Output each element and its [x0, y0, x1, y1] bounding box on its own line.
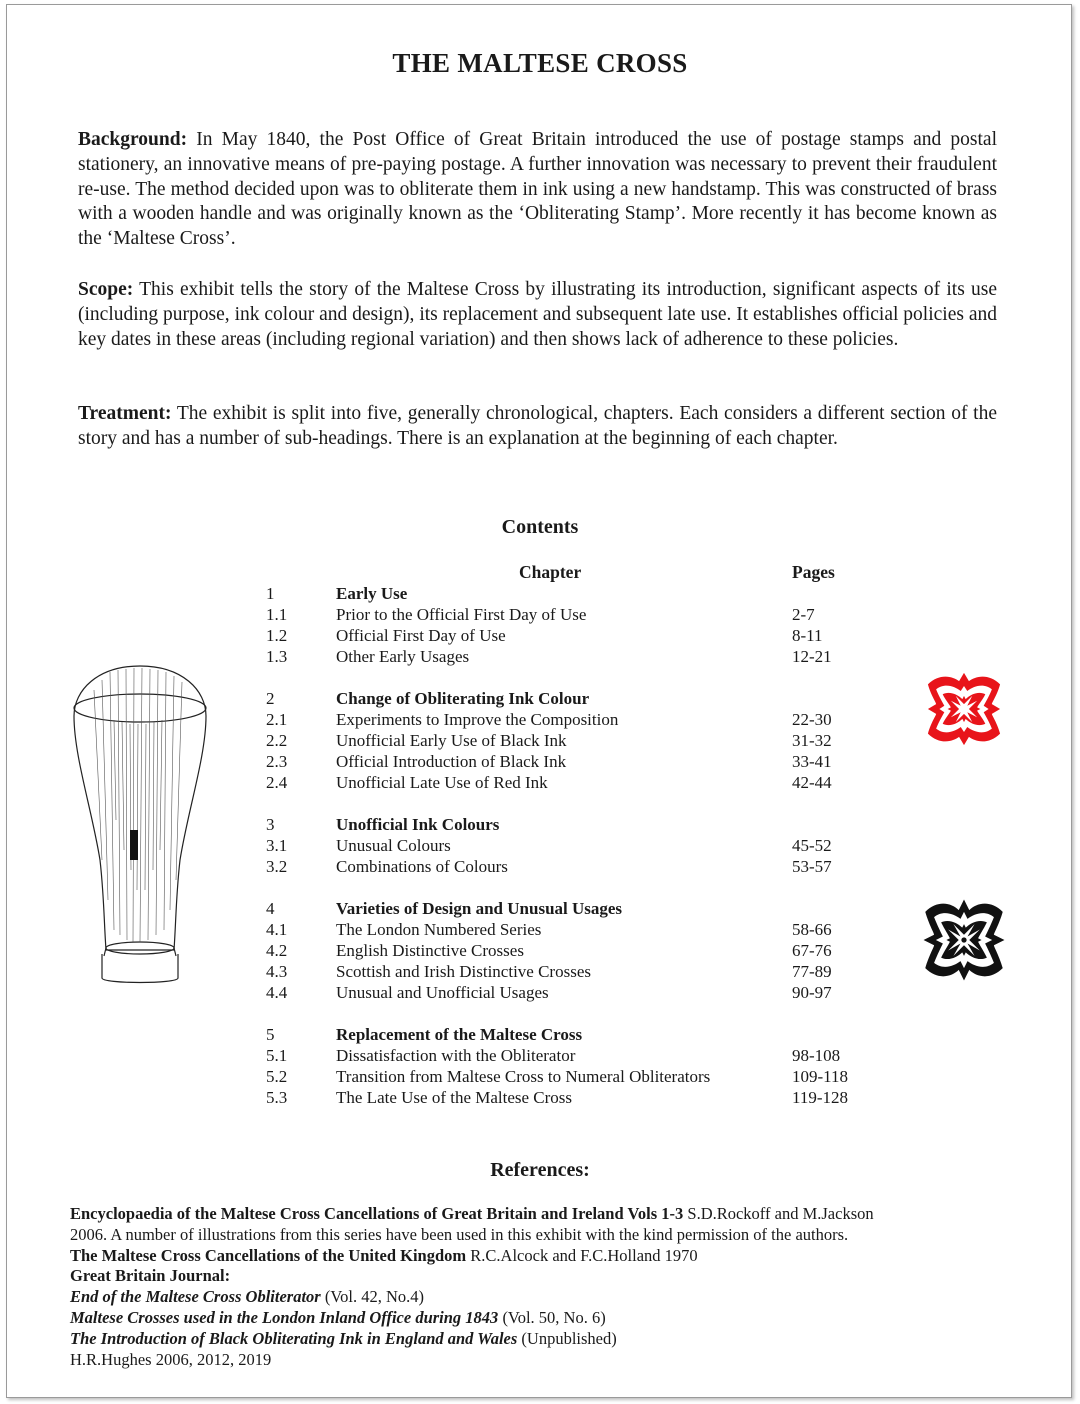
toc-section-pages: 109-118	[792, 1067, 849, 1086]
handstamp-illustration	[70, 660, 210, 990]
toc-section-pages: 8-11	[792, 626, 823, 645]
toc-section-row	[266, 982, 886, 1003]
treatment-paragraph	[78, 402, 997, 452]
article-3-vol: (Unpublished)	[517, 1328, 617, 1348]
toc-section-row	[266, 1087, 886, 1108]
toc-chapter-number: 2	[266, 689, 275, 708]
toc-section-row	[266, 604, 886, 625]
background-text: In May 1840, the Post Office of Great Britain introduced the use of postage stamps and postal stationery, an innovative means of pre-paying postage. A further innovation was necessary to prevent their fraudulent re-use. The method decided upon was to obliterate them in ink using a new handstamp. This was constructed of brass with a wooden handle and was originally known as the ‘Obliterating Stamp’. More recently it has become known as the ‘Maltese Cross’.	[78, 129, 997, 250]
black-maltese-cross-icon	[918, 896, 1010, 984]
toc-chapter-pages	[792, 583, 882, 604]
toc-chapter-title: Replacement of the Maltese Cross	[336, 1025, 583, 1044]
toc-section-pages: 53-57	[792, 857, 832, 876]
reference-1-note: 2006. A number of illustrations from this series have been used in this exhibit with the kind permission of the authors.	[70, 1224, 849, 1244]
toc-section-pages: 119-128	[792, 1088, 849, 1107]
toc-section-number: 1.2	[266, 626, 288, 645]
treatment-text: The exhibit is split into five, generally chronological, chapters. Each considers a different section of the story and has a number of sub-headings. There is an explanation at the beginning of each chapter.	[78, 403, 997, 449]
toc-chapter-row	[266, 814, 886, 835]
reference-3-title: Great Britain Journal:	[70, 1266, 231, 1286]
toc-section-number: 4.1	[266, 920, 288, 939]
article-2-vol: (Vol. 50, No. 6)	[498, 1307, 606, 1327]
toc-chapter-row	[266, 583, 886, 604]
toc-section-title: Official First Day of Use	[336, 626, 506, 645]
toc-chapter-number: 3	[266, 815, 275, 834]
pages-column-header: Pages	[792, 562, 835, 582]
toc-section-title: Experiments to Improve the Composition	[336, 710, 619, 729]
reference-2	[70, 1246, 1000, 1267]
references-list	[70, 1204, 1000, 1370]
treatment-label: Treatment:	[78, 403, 172, 424]
toc-section-row	[266, 961, 886, 982]
toc-section-number: 1.1	[266, 605, 288, 624]
toc-section-pages: 12-21	[792, 647, 832, 666]
toc-section-row	[266, 646, 886, 667]
toc-chapter-pages	[792, 1024, 882, 1045]
toc-section-title: Unusual Colours	[336, 836, 451, 855]
toc-section-title: Scottish and Irish Distinctive Crosses	[336, 962, 591, 981]
toc-section-title: Unusual and Unofficial Usages	[336, 983, 549, 1002]
toc-section-pages: 58-66	[792, 920, 832, 939]
toc-spacer	[266, 877, 886, 898]
toc-section-row	[266, 919, 886, 940]
toc-section-row	[266, 1066, 886, 1087]
toc-spacer	[266, 1003, 886, 1024]
toc-section-number: 3.2	[266, 857, 288, 876]
article-3	[70, 1329, 1000, 1350]
toc-section-pages: 45-52	[792, 836, 832, 855]
reference-3	[70, 1266, 1000, 1287]
toc-section-number: 2.2	[266, 731, 288, 750]
background-paragraph	[78, 128, 997, 252]
references-title: References:	[490, 1159, 590, 1181]
page-title: THE MALTESE CROSS	[392, 48, 688, 78]
chapter-column-header: Chapter	[519, 562, 582, 582]
toc-section-pages: 22-30	[792, 710, 832, 729]
toc-section-title: English Distinctive Crosses	[336, 941, 524, 960]
toc-section-number: 2.4	[266, 773, 288, 792]
article-2	[70, 1308, 1000, 1329]
article-1-vol: (Vol. 42, No.4)	[320, 1287, 425, 1307]
toc-section-row	[266, 856, 886, 877]
toc-chapter-title: Change of Obliterating Ink Colour	[336, 689, 590, 708]
article-3-title: The Introduction of Black Obliterating Ink in England and Wales	[70, 1328, 518, 1348]
toc-section-pages: 98-108	[792, 1046, 841, 1065]
toc-section-pages: 67-76	[792, 941, 832, 960]
toc-chapter-pages	[792, 814, 882, 835]
reference-1-title: Encyclopaedia of the Maltese Cross Cancellations of Great Britain and Ireland Vols 1-3	[70, 1204, 684, 1223]
article-1-title: End of the Maltese Cross Obliterator	[70, 1287, 321, 1307]
toc-section-title: Transition from Maltese Cross to Numeral Obliterators	[336, 1067, 711, 1086]
contents-title: Contents	[501, 516, 579, 538]
toc-section-title: The London Numbered Series	[336, 920, 542, 939]
toc-section-row	[266, 835, 886, 856]
toc-section-number: 4.4	[266, 983, 288, 1002]
toc-chapter-title: Varieties of Design and Unusual Usages	[336, 899, 623, 918]
toc-chapter-row	[266, 898, 886, 919]
toc-section-title: Dissatisfaction with the Obliterator	[336, 1046, 576, 1065]
toc-section-title: Unofficial Late Use of Red Ink	[336, 773, 548, 792]
toc-section-number: 4.2	[266, 941, 288, 960]
toc-chapter-number: 4	[266, 899, 275, 918]
toc-section-pages: 42-44	[792, 773, 832, 792]
toc-section-pages: 77-89	[792, 962, 832, 981]
toc-spacer	[266, 793, 886, 814]
toc-section-row	[266, 625, 886, 646]
toc-section-row	[266, 772, 886, 793]
toc-section-row	[266, 730, 886, 751]
toc-section-row	[266, 1045, 886, 1066]
article-2-title: Maltese Crosses used in the London Inland Office during 1843	[70, 1307, 499, 1327]
toc-chapter-title: Early Use	[336, 584, 408, 603]
toc-section-pages: 33-41	[792, 752, 832, 771]
toc-section-title: Other Early Usages	[336, 647, 470, 666]
toc-chapter-title: Unofficial Ink Colours	[336, 815, 500, 834]
author-line: H.R.Hughes 2006, 2012, 2019	[70, 1349, 272, 1369]
background-label: Background:	[78, 129, 188, 150]
toc-chapter-row	[266, 688, 886, 709]
scope-label: Scope:	[78, 279, 134, 300]
toc-section-title: Official Introduction of Black Ink	[336, 752, 567, 771]
toc-chapter-row	[266, 1024, 886, 1045]
toc-section-number: 3.1	[266, 836, 288, 855]
toc-section-row	[266, 709, 886, 730]
reference-1-authors: S.D.Rockoff and M.Jackson	[683, 1204, 874, 1223]
red-maltese-cross-icon	[918, 668, 1010, 750]
toc-chapter-number: 5	[266, 1025, 275, 1044]
reference-1	[70, 1204, 1000, 1225]
article-1	[70, 1287, 1000, 1308]
toc-section-title: The Late Use of the Maltese Cross	[336, 1088, 573, 1107]
toc-spacer	[266, 667, 886, 688]
toc-section-number: 4.3	[266, 962, 288, 981]
toc-section-number: 1.3	[266, 647, 288, 666]
toc-section-number: 5.2	[266, 1067, 288, 1086]
toc-chapter-number: 1	[266, 584, 275, 603]
toc-section-row	[266, 940, 886, 961]
toc-section-title: Unofficial Early Use of Black Ink	[336, 731, 567, 750]
scope-paragraph	[78, 278, 997, 352]
toc-section-number: 5.3	[266, 1088, 288, 1107]
toc-section-number: 5.1	[266, 1046, 288, 1065]
toc-section-number: 2.3	[266, 752, 288, 771]
reference-2-title: The Maltese Cross Cancellations of the United Kingdom	[70, 1245, 467, 1265]
toc-section-row	[266, 751, 886, 772]
scope-text: This exhibit tells the story of the Maltese Cross by illustrating its introduction, significant aspects of its use (including purpose, ink colour and design), its replacement and subsequent late use. It establishes official policies and key dates in these areas (including regional variation) and then shows lack of adherence to these policies.	[78, 279, 997, 350]
toc-section-title: Prior to the Official First Day of Use	[336, 605, 587, 624]
reference-2-authors: R.C.Alcock and F.C.Holland 1970	[466, 1245, 698, 1265]
toc-chapter-pages	[792, 688, 882, 709]
toc-section-title: Combinations of Colours	[336, 857, 508, 876]
contents-table	[266, 583, 886, 1108]
toc-chapter-pages	[792, 898, 882, 919]
toc-section-pages: 90-97	[792, 983, 832, 1002]
toc-section-pages: 31-32	[792, 731, 832, 750]
toc-section-number: 2.1	[266, 710, 288, 729]
toc-section-pages: 2-7	[792, 605, 815, 624]
